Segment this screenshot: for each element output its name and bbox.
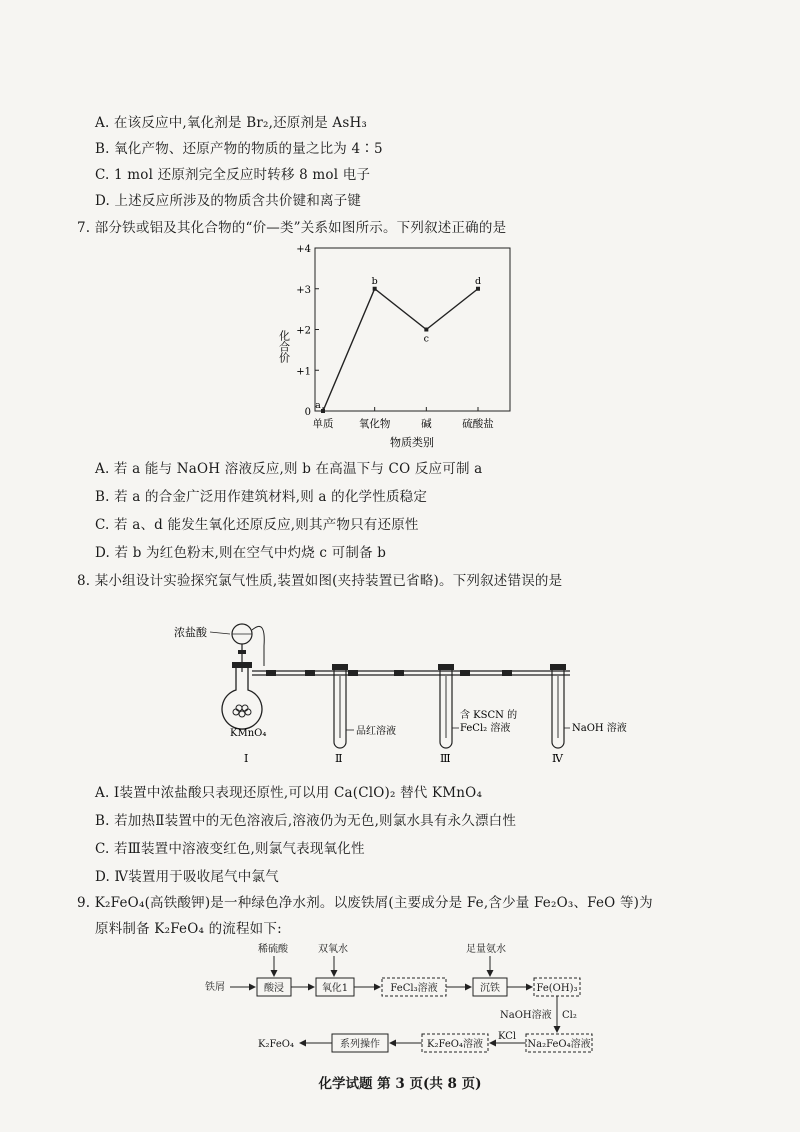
q7-option-b: B. 若 a 的合金广泛用作建筑材料,则 a 的化学性质稳定 xyxy=(95,489,428,505)
x-tick-label: 碱 xyxy=(421,418,432,430)
q8-option-c: C. 若Ⅲ装置中溶液变红色,则氯气表现氧化性 xyxy=(95,841,365,857)
svg-text:沉铁: 沉铁 xyxy=(480,983,500,994)
q6-option-d: D. 上述反应所涉及的物质含共价键和离子键 xyxy=(95,193,362,209)
svg-text:Na₂FeO₄溶液: Na₂FeO₄溶液 xyxy=(527,1039,591,1050)
series-points xyxy=(315,276,481,413)
svg-text:酸浸: 酸浸 xyxy=(264,983,284,994)
y-tick-label: +2 xyxy=(296,325,311,337)
reagent-dilute-h2so4: 稀硫酸 xyxy=(258,944,288,955)
q6-option-a: A. 在该反应中,氧化剂是 Br₂,还原剂是 AsH₃ xyxy=(95,115,368,131)
label-naoh: NaOH 溶液 xyxy=(572,723,627,734)
reagent-naoh: NaOH溶液 xyxy=(500,1010,552,1021)
q8-option-d: D. Ⅳ装置用于吸收尾气中氯气 xyxy=(95,869,279,885)
label-kscn-line2: FeCl₂ 溶液 xyxy=(460,723,511,734)
x-tick-label: 单质 xyxy=(312,418,334,430)
q8-option-a: A. Ⅰ装置中浓盐酸只表现还原性,可以用 Ca(ClO)₂ 替代 KMnO₄ xyxy=(95,785,483,801)
data-point-d xyxy=(476,287,480,291)
svg-text:系列操作: 系列操作 xyxy=(340,1039,380,1050)
data-point-c xyxy=(424,328,428,332)
label-kmno4: KMnO₄ xyxy=(230,728,267,739)
y-axis-ticks xyxy=(296,244,319,418)
y-tick-label: +4 xyxy=(296,244,311,255)
x-tick-label: 氧化物 xyxy=(358,418,391,430)
data-point-b xyxy=(373,287,377,291)
q6-option-b: B. 氧化产物、还原产物的物质的量之比为 4∶5 xyxy=(95,141,383,157)
q8-stem: 8. 某小组设计实验探究氯气性质,装置如图(夹持装置已省略)。下列叙述错误的是 xyxy=(77,573,563,589)
series-line xyxy=(323,289,478,411)
reagent-kcl: KCl xyxy=(498,1031,517,1042)
page-footer: 化学试题 第 3 页(共 8 页) xyxy=(318,1076,482,1092)
data-label-a: a xyxy=(315,400,321,411)
start-iron-scraps: 铁屑 xyxy=(205,982,225,993)
svg-text:K₂FeO₄溶液: K₂FeO₄溶液 xyxy=(427,1039,483,1050)
data-label-c: c xyxy=(423,333,429,345)
q7-option-c: C. 若 a、d 能发生氧化还原反应,则其产物只有还原性 xyxy=(95,517,419,533)
data-label-d: d xyxy=(474,275,482,287)
y-tick-label: +1 xyxy=(296,366,311,378)
x-axis-ticks xyxy=(313,407,495,430)
q6-option-c: C. 1 mol 还原剂完全反应时转移 8 mol 电子 xyxy=(95,167,371,183)
apparatus-diagram xyxy=(170,620,627,780)
end-k2feo4: K₂FeO₄ xyxy=(258,1039,294,1050)
label-device-IV: Ⅳ xyxy=(552,752,563,765)
reagent-cl2: Cl₂ xyxy=(562,1010,577,1021)
label-kscn-line1: 含 KSCN 的 xyxy=(460,710,518,721)
data-label-b: b xyxy=(371,275,378,287)
reagent-ammonia: 足量氨水 xyxy=(466,944,506,955)
y-tick-label: 0 xyxy=(304,407,311,418)
round-bottom-flask xyxy=(222,668,262,729)
chart-plot-frame xyxy=(315,248,510,411)
label-pinhong: 品红溶液 xyxy=(356,726,396,737)
reagent-h2o2: 双氧水 xyxy=(318,944,348,955)
process-flowchart xyxy=(200,940,630,1065)
y-tick-label: +3 xyxy=(296,284,311,296)
q7-stem: 7. 部分铁或铝及其化合物的“价—类”关系如图所示。下列叙述正确的是 xyxy=(77,220,507,236)
q7-option-d: D. 若 b 为红色粉末,则在空气中灼烧 c 可制备 b xyxy=(95,545,387,561)
svg-text:氧化1: 氧化1 xyxy=(321,983,349,994)
data-point-a xyxy=(321,409,325,413)
x-tick-label: 硫酸盐 xyxy=(462,418,494,430)
label-device-II: Ⅱ xyxy=(335,752,343,765)
svg-text:Fe(OH)₃: Fe(OH)₃ xyxy=(536,983,578,994)
q9-stem-line1: 9. K₂FeO₄(高铁酸钾)是一种绿色净水剂。以废铁屑(主要成分是 Fe,含少量 Fe₂O₃、FeO 等)为 xyxy=(77,895,653,911)
q7-option-a: A. 若 a 能与 NaOH 溶液反应,则 b 在高温下与 CO 反应可制 a xyxy=(95,461,483,477)
x-axis-label: 物质类别 xyxy=(390,436,434,449)
q8-option-b: B. 若加热Ⅱ装置中的无色溶液后,溶液仍为无色,则氯水具有永久漂白性 xyxy=(95,813,517,829)
svg-text:FeCl₃溶液: FeCl₃溶液 xyxy=(390,983,438,994)
label-conc-hcl: 浓盐酸 xyxy=(174,626,207,639)
valence-class-chart xyxy=(270,238,530,453)
y-axis-label: 化合价 xyxy=(277,330,291,363)
label-device-I: I xyxy=(244,752,249,765)
q9-stem-line2: 原料制备 K₂FeO₄ 的流程如下: xyxy=(95,921,282,937)
label-device-III: Ⅲ xyxy=(440,752,451,765)
